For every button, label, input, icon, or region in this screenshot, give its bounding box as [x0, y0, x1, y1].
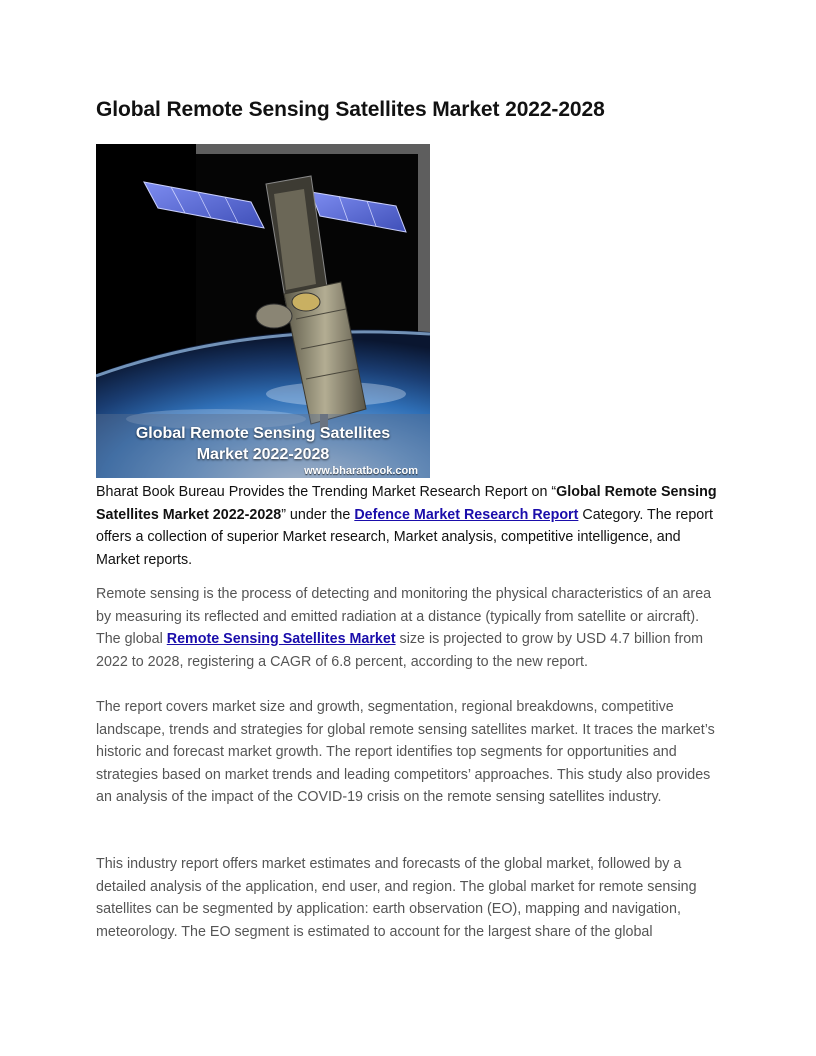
satellite-hero-image: [96, 144, 430, 478]
coverage-paragraph: The report covers market size and growth, segmentation, regional breakdowns, competitive landscape, trends and strategies for global remote sensing satellites market. It traces the market’s historic and forecast market growth. The report identifies top segments for opportunities and strategies based on market trends and leading competitors’ approaches. This study also provides an analysis of the impact of the COVID-19 crisis on the remote sensing satellites industry.: [96, 699, 715, 805]
image-watermark: www.bharatbook.com: [304, 465, 418, 477]
report-name: Global Remote Sensing Satellites Market 2022-2028: [96, 484, 717, 523]
definition-text: Remote sensing is the process of detecting and monitoring the physical characteristics of an area by measuring its reflected and emitted radiation at a distance (typically from satellite or aircraft). The global: [96, 586, 712, 647]
page-title: Global Remote Sensing Satellites Market 2022-2028: [96, 98, 605, 121]
definition-after-text: size is projected to grow by USD 4.7 billion from 2022 to 2028, registering a CAGR of 6.8 percent, according to the new report.: [96, 631, 704, 670]
image-caption: [96, 423, 430, 465]
segmentation-paragraph: This industry report offers market estimates and forecasts of the global market, followed by a detailed analysis of the application, end user, and region. The global market for remote sensing satellites can be segmented by application: earth observation (EO), mapping and navigation, meteorology. The EO segment is estimated to account for the largest share of the global: [96, 856, 697, 940]
image-caption-line1: Global Remote Sensing Satellites: [135, 425, 391, 442]
intro-text: Bharat Book Bureau Provides the Trending Market Research Report on “: [96, 484, 557, 500]
remote-sensing-market-link[interactable]: Remote Sensing Satellites Market: [166, 631, 396, 647]
intro-paragraph: [96, 481, 726, 571]
defence-market-research-link[interactable]: Defence Market Research Report: [354, 506, 579, 523]
image-caption-line2: Market 2022-2028: [196, 446, 330, 463]
intro-mid-text: ” under the: [281, 506, 355, 523]
intro-outro-text: Category. The report offers a collection of superior Market research, Market analysis, competitive intelligence, and Market reports.: [96, 506, 713, 568]
definition-paragraph: [96, 583, 726, 673]
